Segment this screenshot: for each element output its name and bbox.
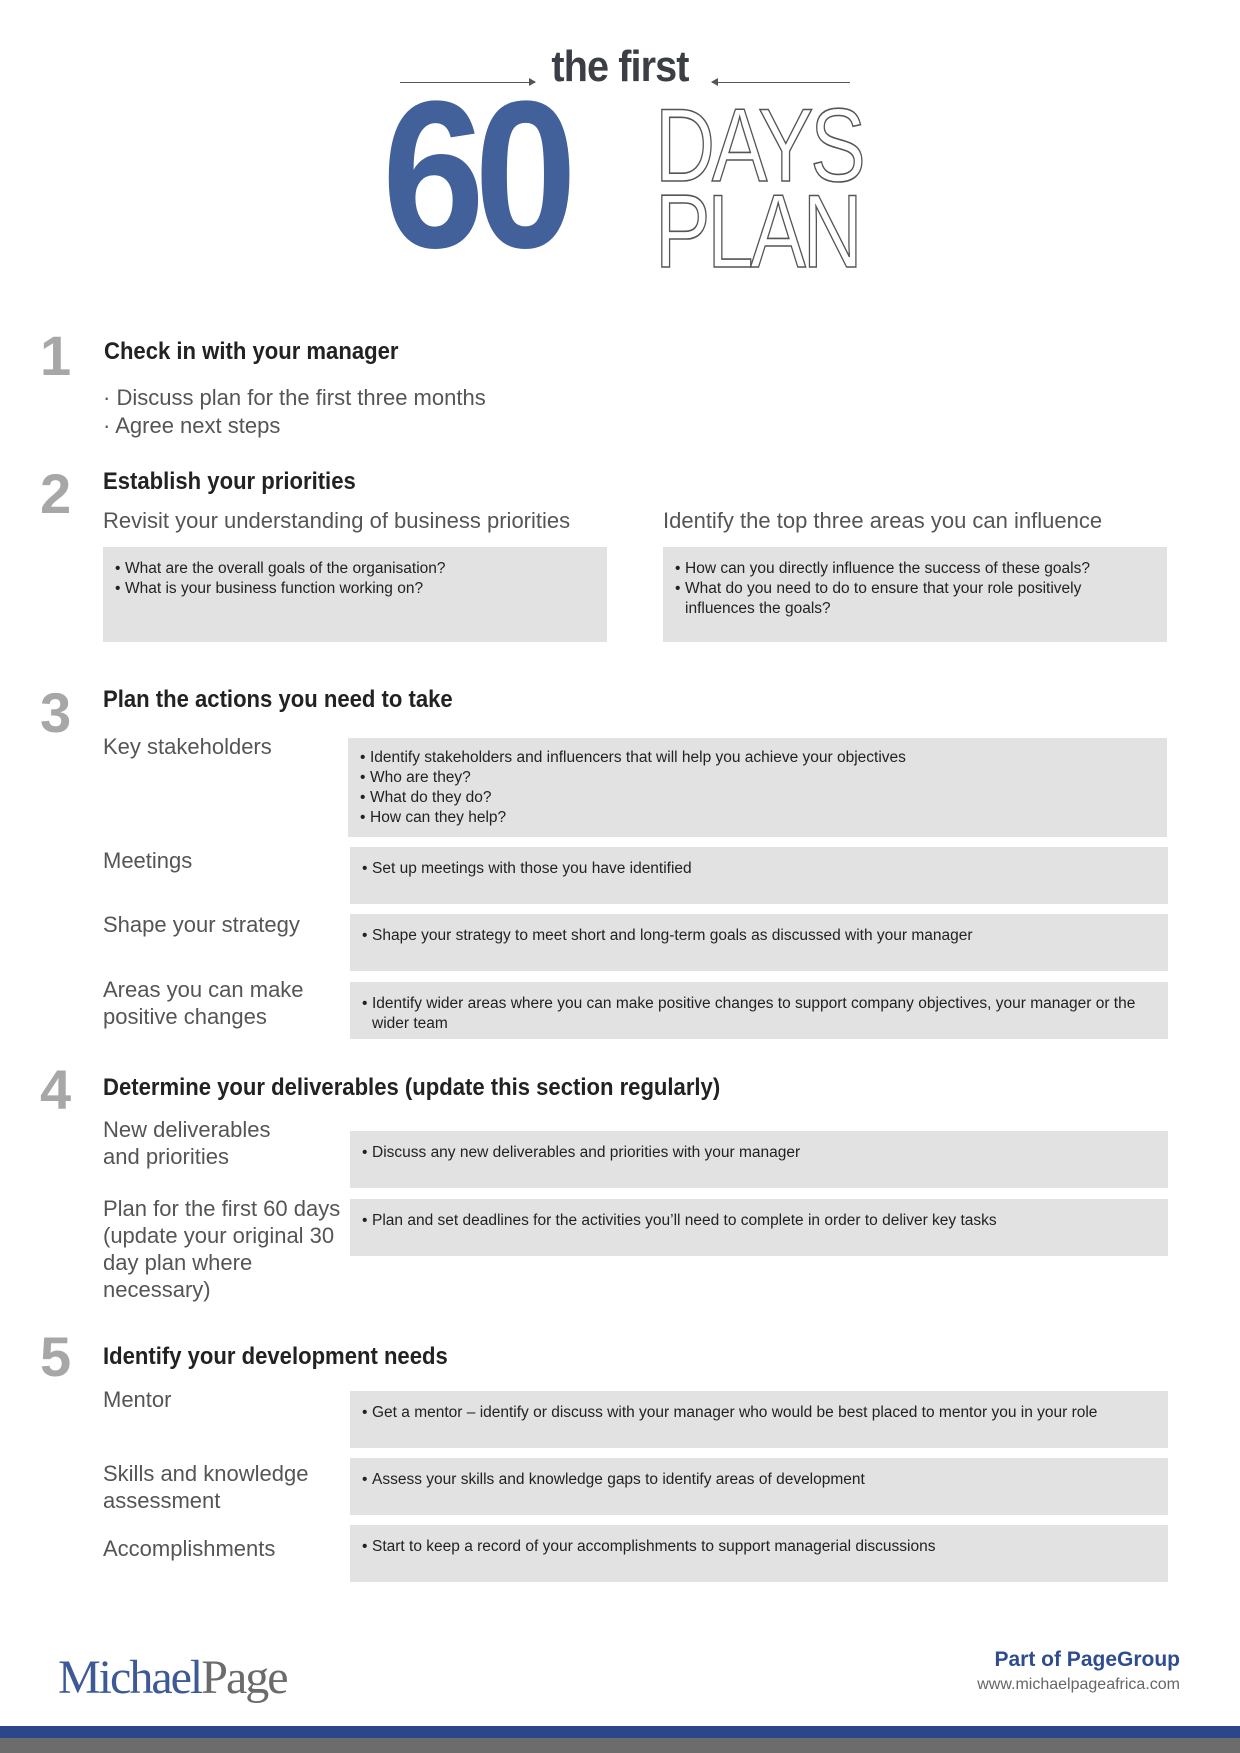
list-item: • How can you directly influence the success of these goals? <box>675 559 1155 579</box>
section-number: 2 <box>40 462 72 525</box>
list-item: • What do you need to do to ensure that your role positively influences the goals? <box>675 579 1155 619</box>
list-item: · Agree next steps <box>103 413 281 438</box>
info-box <box>663 547 1167 642</box>
section-title: Determine your deliverables (update this section regularly) <box>103 1074 721 1101</box>
section-title: Identify your development needs <box>103 1343 448 1370</box>
info-box <box>103 547 607 642</box>
list-item: • Who are they? <box>360 768 1155 788</box>
row-label: Meetings <box>103 848 193 873</box>
row-label: Areas you can make positive changes <box>103 977 304 1029</box>
section-number: 5 <box>40 1325 72 1388</box>
list-item: • What do they do? <box>360 788 1155 808</box>
info-box <box>350 1525 1168 1582</box>
row-label: Plan for the first 60 days (update your original 30 day plan where necessary) <box>103 1196 341 1302</box>
column-heading: Revisit your understanding of business priorities <box>103 508 571 533</box>
column-heading: Identify the top three areas you can influence <box>663 508 1103 533</box>
info-box <box>350 1199 1168 1256</box>
part-of-pagegroup: Part of PageGroup <box>994 1648 1180 1671</box>
section-number: 3 <box>40 681 72 744</box>
footer-bar-grey <box>0 1738 1240 1753</box>
list-item: • Shape your strategy to meet short and long-term goals as discussed with your manager <box>362 926 1156 946</box>
list-item: • What is your business function working on? <box>115 579 595 599</box>
logo-michael: Michael <box>58 1651 202 1704</box>
section-number: 4 <box>40 1058 72 1121</box>
row-label: Accomplishments <box>103 1536 276 1561</box>
row-label: Shape your strategy <box>103 912 300 937</box>
section-number: 1 <box>40 324 72 387</box>
list-item: • Discuss any new deliverables and priorities with your manager <box>362 1143 1156 1163</box>
logo-page: Page <box>201 1651 287 1704</box>
row-label: Mentor <box>103 1387 172 1412</box>
section-title: Establish your priorities <box>103 468 356 495</box>
footer-bar-blue <box>0 1726 1240 1738</box>
info-box <box>350 1458 1168 1515</box>
info-box <box>350 1131 1168 1188</box>
list-item: • Assess your skills and knowledge gaps to identify areas of development <box>362 1470 1156 1490</box>
info-box <box>350 1391 1168 1448</box>
list-item: • Identify wider areas where you can make positive changes to support company objectives, your manager or the wider team <box>362 994 1156 1034</box>
list-item: · Discuss plan for the first three months <box>103 385 486 410</box>
row-label: New deliverables and priorities <box>103 1117 271 1169</box>
list-item: • Identify stakeholders and influencers that will help you achieve your objectives <box>360 748 1155 768</box>
list-item: • Get a mentor – identify or discuss with your manager who would be best placed to mentor you in your role <box>362 1403 1156 1423</box>
website-link[interactable]: www.michaelpageafrica.com <box>977 1676 1180 1693</box>
list-item: • How can they help? <box>360 808 1155 828</box>
info-box <box>348 738 1167 837</box>
info-box <box>350 847 1168 904</box>
header-plan: PLAN <box>655 174 860 290</box>
list-item: • Plan and set deadlines for the activities you’ll need to complete in order to deliver key tasks <box>362 1211 1156 1231</box>
info-box <box>350 982 1168 1039</box>
section-title: Plan the actions you need to take <box>103 686 453 713</box>
header-number: 60 <box>382 57 567 292</box>
list-item: • Start to keep a record of your accomplishments to support managerial discussions <box>362 1537 1156 1557</box>
right-arrow-icon <box>712 82 850 83</box>
list-item: • What are the overall goals of the organisation? <box>115 559 595 579</box>
header-days: DAYS <box>655 88 863 204</box>
section-title: Check in with your manager <box>104 338 399 365</box>
michael-page-logo <box>58 1650 287 1705</box>
list-item: • Set up meetings with those you have identified <box>362 859 1156 879</box>
row-label: Key stakeholders <box>103 734 272 759</box>
row-label: Skills and knowledge assessment <box>103 1461 309 1513</box>
header-the-first: the first <box>551 42 689 91</box>
info-box <box>350 914 1168 971</box>
